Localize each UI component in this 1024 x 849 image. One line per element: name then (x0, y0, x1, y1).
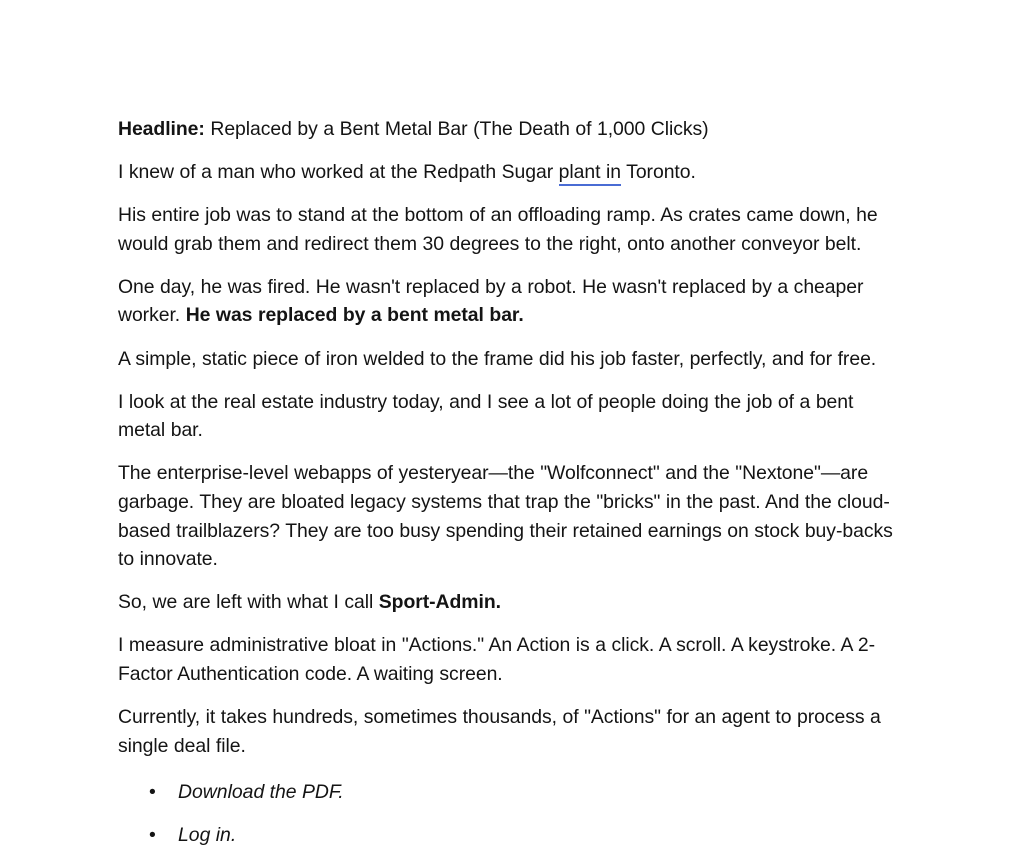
headline-label: Headline: (118, 118, 205, 140)
paragraph-job-description: His entire job was to stand at the bottom of an offloading ramp. As crates came down, he would grab them and redirect them 30 degrees to the right, onto another conveyor belt. (118, 204, 878, 255)
paragraph-intro-after-link: Toronto. (620, 161, 696, 184)
list-item-label: Log in. (178, 823, 237, 846)
headline-paragraph (118, 115, 896, 144)
paragraph-webapps: The enterprise-level webapps of yesteryear—the "Wolfconnect" and the "Nextone"—are garbage. They are bloated legacy systems that trap the "bricks" in the past. And the cloud-based trailblazers? They are too busy spending their retained earnings on stock buy-backs to innovate. (118, 462, 893, 571)
action-list (118, 778, 896, 849)
paragraph-intro (118, 158, 896, 187)
paragraph-fired-emphasis: He was replaced by a bent metal bar. (185, 304, 524, 327)
paragraph-actions-definition: I measure administrative bloat in "Actions." An Action is a click. A scroll. A keystroke. A 2-Factor Authentication code. A waiting screen. (118, 634, 875, 685)
paragraph-fired-normal: One day, he was fired. He wasn't replaced by a robot. He wasn't replaced by a cheaper worker. (118, 275, 864, 327)
list-item-label: Download the PDF. (178, 781, 344, 804)
document-body (118, 115, 896, 849)
paragraph-real-estate: I look at the real estate industry today, and I see a lot of people doing the job of a bent metal bar. (118, 390, 854, 442)
bullet-icon: • (149, 823, 156, 846)
paragraph-fired (118, 273, 896, 330)
list-item (118, 821, 896, 849)
plant-in-link[interactable]: plant in (559, 161, 621, 186)
paragraph-sport-admin (118, 588, 896, 617)
paragraph-sport-admin-emphasis: Sport-Admin. (378, 591, 501, 614)
paragraph-deal-file: Currently, it takes hundreds, sometimes thousands, of "Actions" for an agent to process a single deal file. (118, 706, 881, 757)
paragraph-intro-before-link: I knew of a man who worked at the Redpath Sugar (118, 161, 559, 184)
list-item (118, 778, 896, 807)
headline-text: Replaced by a Bent Metal Bar (The Death of 1,000 Clicks) (204, 118, 709, 140)
paragraph-iron-bar: A simple, static piece of iron welded to the frame did his job faster, perfectly, and for free. (118, 347, 877, 370)
bullet-icon: • (149, 781, 156, 804)
paragraph-sport-admin-normal: So, we are left with what I call (118, 591, 379, 614)
